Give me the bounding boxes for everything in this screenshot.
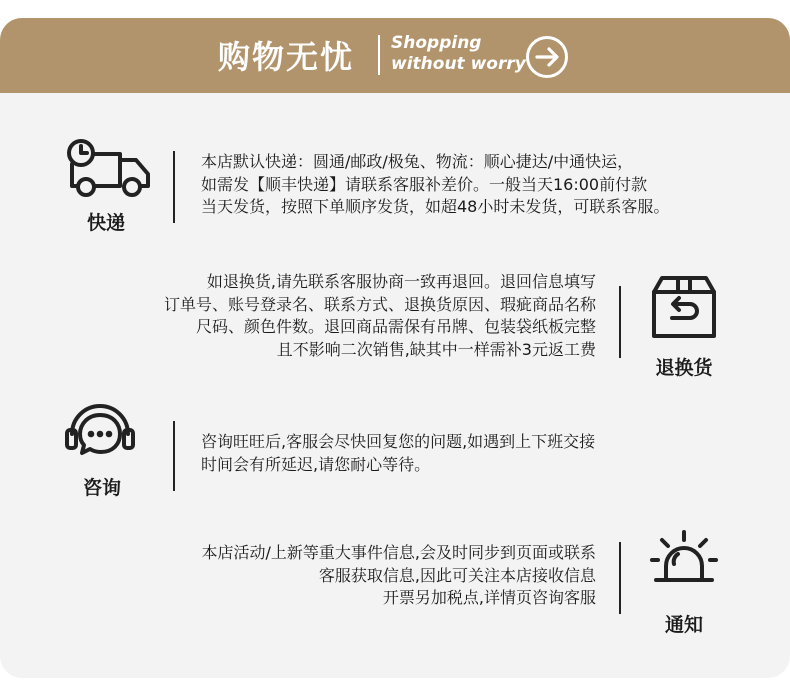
alarm-light-icon [648, 530, 720, 598]
headset-chat-icon [64, 400, 136, 470]
consult-label: 咨询 [82, 477, 121, 499]
truck-clock-icon [64, 136, 154, 202]
delivery-line: 如需发【顺丰快递】请联系客服补差价。一般当天16:00前付款 [201, 174, 648, 194]
delivery-label: 快递 [86, 212, 125, 234]
consult-divider [173, 421, 175, 491]
header-banner [0, 18, 790, 93]
arrow-right-circle-icon [525, 35, 569, 79]
delivery-text [201, 151, 669, 219]
notice-line: 本店活动/上新等重大事件信息,会及时同步到页面或联系 [201, 543, 596, 562]
consult-text [201, 431, 595, 476]
consult-line: 时间会有所延迟,请您耐心等待。 [201, 454, 431, 474]
header-subtitle [391, 33, 526, 75]
returns-line: 且不影响二次销售,缺其中一样需补3元返工费 [276, 339, 596, 359]
returns-label: 退换货 [655, 357, 713, 379]
returns-line: 尺码、颜色件数。退回商品需保有吊牌、包装袋纸板完整 [195, 317, 596, 336]
notice-line: 客服获取信息,因此可关注本店接收信息 [318, 565, 596, 585]
header-title: 购物无忧 [218, 38, 355, 76]
returns-line: 订单号、账号登录名、联系方式、退换货原因、瑕疵商品名称 [163, 294, 596, 314]
consult-line: 咨询旺旺后,客服会尽快回复您的问题,如遇到上下班交接 [201, 432, 596, 451]
notice-divider [619, 542, 621, 614]
notice-text [202, 542, 596, 610]
notice-line: 开票另加税点,详情页咨询客服 [382, 588, 596, 607]
header-subtitle-line1: Shopping [391, 33, 482, 53]
return-box-icon [650, 274, 718, 340]
delivery-line: 本店默认快递：圆通/邮政/极兔、物流：顺心捷达/中通快运， [201, 152, 634, 171]
delivery-line: 当天发货，按照下单顺序发货，如超48小时未发货，可联系客服。 [201, 197, 670, 216]
notice-label: 通知 [664, 614, 703, 636]
header-divider [378, 35, 380, 75]
returns-text [164, 271, 596, 361]
returns-divider [619, 286, 621, 358]
returns-line: 如退换货,请先联系客服协商一致再退回。退回信息填写 [206, 272, 596, 291]
header-subtitle-line2: without worry [391, 54, 526, 74]
service-card [0, 18, 790, 678]
delivery-divider [173, 151, 175, 223]
